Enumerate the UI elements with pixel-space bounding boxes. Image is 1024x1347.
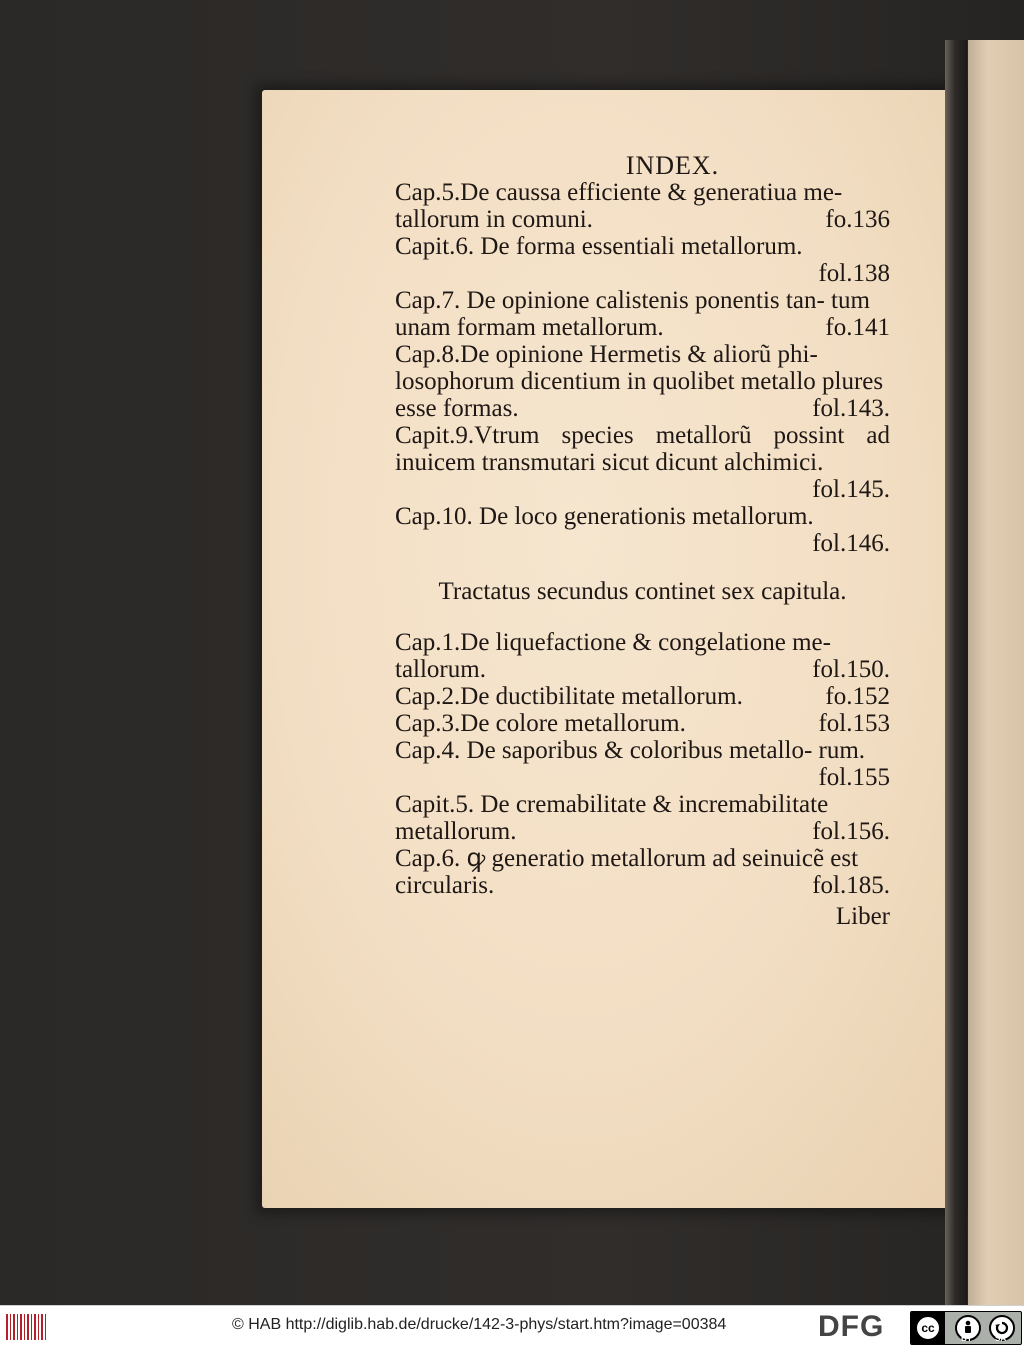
tractatus-subheading: Tractatus secundus continet sex capitula. xyxy=(438,578,847,605)
sa-label: SA xyxy=(995,1334,1007,1343)
entry-title: Cap.1.De liquefactione & congelatione me- tallorum. xyxy=(395,629,831,683)
entry-folio: fol.185. xyxy=(812,872,890,899)
entry-folio: fol.156. xyxy=(812,818,890,845)
index-text xyxy=(395,152,890,930)
by-label: BY xyxy=(961,1334,973,1343)
entry-folio: fo.141 xyxy=(825,314,890,341)
entry-title: Cap.2.De ductibilitate metallorum. xyxy=(395,683,743,710)
entry-title: Cap.8.De opinione Hermetis & aliorũ phi- losophorum dicentium in quolibet metallo plures esse formas. xyxy=(395,341,884,422)
entry-folio: fol.155 xyxy=(818,764,890,791)
index-entry xyxy=(395,341,890,422)
index-entry xyxy=(395,791,890,845)
entry-title: Cap.6. ꝙ generatio metallorum ad seinuicẽ est circularis. xyxy=(395,845,859,899)
entry-folio: fol.146. xyxy=(812,530,890,557)
index-entry xyxy=(395,287,890,341)
entry-title: Cap.4. De saporibus & coloribus metallo- rum. xyxy=(395,737,866,764)
entry-title: Capit.6. De forma essentiali metallorum. xyxy=(395,233,803,260)
entry-title: Capit.9.Vtrum species metallorũ possint ad inuicem transmutari sicut dicunt alchimici. xyxy=(395,422,890,476)
book-gutter xyxy=(945,40,967,1305)
entry-title: Cap.5.De caussa efficiente & generatiua me- tallorum in comuni. xyxy=(395,179,843,233)
hab-logo xyxy=(6,1314,48,1340)
entry-folio: fo.136 xyxy=(825,206,890,233)
entry-folio: fo.152 xyxy=(825,683,890,710)
index-entry xyxy=(395,179,890,233)
credit-link[interactable]: © HAB http://diglib.hab.de/drucke/142-3-phys/start.htm?image=00384 xyxy=(232,1316,727,1333)
catchword: Liber xyxy=(835,903,890,930)
page-heading: INDEX. xyxy=(625,151,720,180)
footer-bar xyxy=(0,1305,1024,1347)
entry-list-part2 xyxy=(395,629,890,899)
index-entry xyxy=(395,683,890,710)
index-entry xyxy=(395,737,890,791)
entry-list-part1 xyxy=(395,179,890,557)
entry-folio: fol.153 xyxy=(818,710,890,737)
entry-folio: fol.150. xyxy=(812,656,890,683)
entry-folio: fol.143. xyxy=(812,395,890,422)
dfg-logo: DFG xyxy=(818,1310,885,1343)
entry-title: Cap.7. De opinione calistenis ponentis tan- tum unam formam metallorum. xyxy=(395,287,870,341)
entry-folio: fol.138 xyxy=(818,260,890,287)
index-entry xyxy=(395,233,890,287)
index-entry xyxy=(395,845,890,899)
index-entry xyxy=(395,629,890,683)
index-entry xyxy=(395,422,890,503)
index-entry xyxy=(395,710,890,737)
cc-license-badge[interactable] xyxy=(910,1311,1022,1345)
entry-title: Capit.5. De cremabilitate & incremabilitate metallorum. xyxy=(395,791,829,845)
index-entry xyxy=(395,503,890,557)
facing-page-edge xyxy=(968,40,1024,1305)
entry-title: Cap.3.De colore metallorum. xyxy=(395,710,686,737)
cc-icon: cc xyxy=(915,1315,941,1341)
entry-folio: fol.145. xyxy=(812,476,890,503)
entry-title: Cap.10. De loco generationis metallorum. xyxy=(395,503,814,530)
